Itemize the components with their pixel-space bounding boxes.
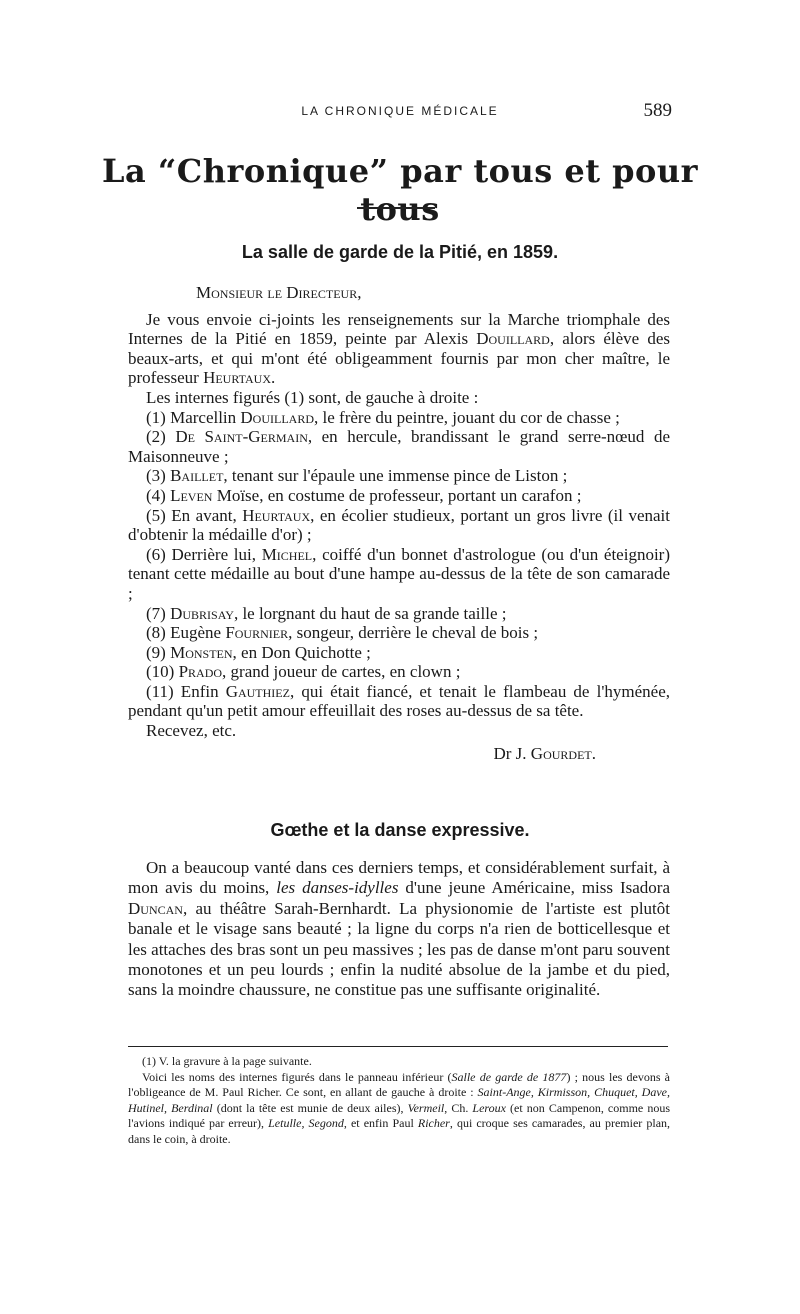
list-item: (4) Leven Moïse, en costume de professeur, portant un carafon ; <box>146 485 582 505</box>
paragraph-text: Je vous envoie ci-joints les renseignements sur la Marche triomphale des Internes de la Pitié en 1859, peinte par Alexis <box>128 309 670 349</box>
footnotes <box>128 1054 670 1148</box>
article-body <box>128 858 670 1001</box>
letter-paragraph: Je vous envoie ci-joints les renseignements sur la Marche triomphale des Internes de la Pitié en 1859, peinte par Alexis Douillard, alors élève des beaux-arts, et qui m'ont été obligeamment fournis par mon cher maître, le professeur Heurtaux. <box>128 309 670 388</box>
section-heading-salle-de-garde: La salle de garde de la Pitié, en 1859. <box>241 242 559 262</box>
page-number: 589 <box>643 100 672 121</box>
list-item: (3) Baillet, tenant sur l'épaule une immense pince de Liston ; <box>146 466 568 486</box>
person-name: Michel <box>261 544 313 564</box>
person-name: Fournier <box>225 623 289 643</box>
person-name: Leven <box>170 485 213 505</box>
list-intro: Les internes figurés (1) sont, de gauche à droite : <box>146 387 479 407</box>
person-name: Heurtaux <box>203 368 271 388</box>
person-name: Prado <box>178 662 223 682</box>
list-item: (8) Eugène Fournier, songeur, derrière le cheval de bois ; <box>146 623 539 643</box>
footnote-divider <box>128 1046 668 1047</box>
closing: Recevez, etc. <box>146 721 237 741</box>
person-name: De Saint-Germain <box>175 427 308 447</box>
person-name: Duncan <box>128 898 183 918</box>
list-item: (5) En avant, Heurtaux, en écolier studieux, portant un gros livre (il venait d'obtenir la médaille d'or) ; <box>128 505 670 545</box>
section-heading-goethe: Gœthe et la danse expressive. <box>270 820 530 840</box>
title-divider <box>357 207 435 209</box>
list-item: (7) Dubrisay, le lorgnant du haut de sa grande taille ; <box>146 603 507 623</box>
list-item: (2) De Saint-Germain, en hercule, brandissant le grand serre-nœud de Maisonneuve ; <box>128 427 670 466</box>
list-item: (10) Prado, grand joueur de cartes, en clown ; <box>146 662 461 682</box>
running-header: LA CHRONIQUE MÉDICALE <box>301 104 499 118</box>
footnote: (1) V. la gravure à la page suivante. <box>142 1054 312 1068</box>
letter-body <box>128 283 670 763</box>
person-name: Dubrisay <box>170 603 234 623</box>
salutation: Monsieur le Directeur, <box>196 283 362 302</box>
paragraph-text: , alors élève des beaux-arts, et qui m'ont été obligeamment fournis par mon cher maître, le professeur <box>128 329 670 388</box>
list-item: (11) Enfin Gauthiez, qui était fiancé, et tenait le flambeau de l'hyménée, pendant qu'un petit amour effeuillait des roses au-dessus de sa tête. <box>128 681 670 721</box>
person-name: Gauthiez <box>225 681 290 701</box>
person-name: Heurtaux <box>242 505 311 525</box>
article-paragraph: On a beaucoup vanté dans ces derniers temps, et considérablement surfait, à mon avis du moins, les danses-idylles d'une jeune Américaine, miss Isadora Duncan, au théâtre Sarah-Bernhardt. La physionomie de l'artiste est plutôt banale et le visage sans beauté ; la ligne du corps n'a rien de botticellesque et les attaches des bras sont un peu massives ; les pas de danse m'ont paru souvent monotones et un peu lourds ; enfin la nudité absolue de la jambe et du pied, sans la moindre chaussure, ne constitue pas une suffisante originalité. <box>128 858 671 1000</box>
person-name: Douillard <box>240 407 315 427</box>
italic-term: les danses-idylles <box>276 878 399 898</box>
list-item: (1) Marcellin Douillard, le frère du peintre, jouant du cor de chasse ; <box>146 407 620 427</box>
signature-name: Gourdet. <box>530 743 596 763</box>
footnote: Voici les noms des internes figurés dans le panneau inférieur (Salle de garde de 1877) ; nous les devons à l'obligeance de M. Paul Richer. Ce sont, en allant de gauche à droite : Saint-Ange, Kirmisson, Chuquet, Dave, Hutinel, Berdinal (dont la tête est munie de deux ailes), Vermeil, Ch. Leroux (et non Campenon, comme nous l'avions indiqué par erreur), Letulle, Segond, et enfin Paul Richer, qui croque ses camarades, au premier plan, dans le coin, à droite. <box>128 1069 671 1146</box>
person-name: Douillard <box>476 329 550 349</box>
list-item: (9) Monsten, en Don Quichotte ; <box>146 642 371 662</box>
signature: Dr J. Gourdet. <box>493 743 596 763</box>
page-title: La “Chronique” par tous et pour tous <box>102 152 698 228</box>
person-name: Monsten <box>170 642 233 662</box>
person-name: Baillet <box>170 466 224 486</box>
list-item: (6) Derrière lui, Michel, coiffé d'un bonnet d'astrologue (ou d'un éteignoir) tenant cette médaille au bout d'une hampe au-dessus de la tête de son camarade ; <box>128 544 670 603</box>
